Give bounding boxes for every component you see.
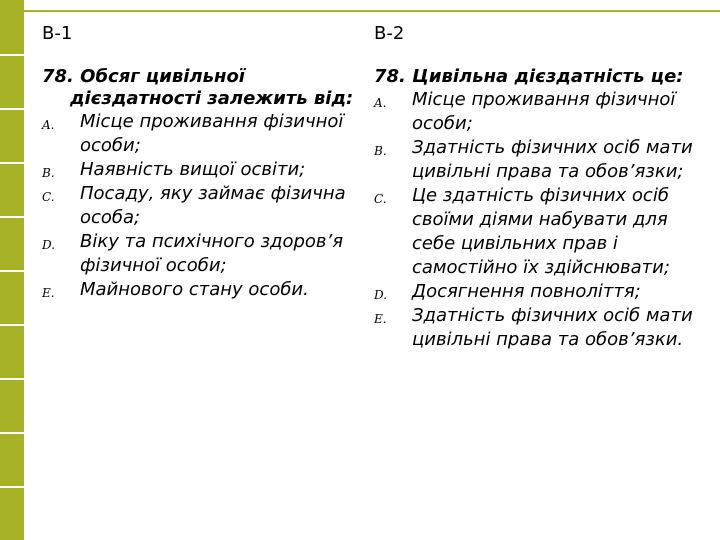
decorative-sidebar — [0, 0, 24, 540]
option-letter: B. — [374, 144, 387, 158]
variant-2-option-a — [374, 88, 704, 136]
variant-1-option-e — [42, 278, 362, 302]
variant-2-question: 78. Цивільна дієздатність це: — [374, 66, 684, 87]
option-text: Це здатність фізичних осіб своїми діями набувати для себе цивільних прав і самостійно їх здійснювати; — [412, 185, 670, 278]
variant-1-heading: В-1 — [42, 23, 73, 44]
variant-2-option-e — [374, 304, 704, 352]
variant-2-option-d — [374, 280, 704, 304]
variant-2-column — [374, 22, 704, 352]
variant-2-option-c — [374, 184, 704, 280]
option-text: Місце проживання фізичної особи; — [412, 89, 676, 134]
option-letter: E. — [42, 286, 55, 300]
option-text: Місце проживання фізичної особи; — [80, 111, 344, 156]
option-letter: C. — [42, 190, 55, 204]
option-letter: C. — [374, 192, 387, 206]
variant-1-option-d — [42, 230, 362, 278]
option-letter: B. — [42, 166, 55, 180]
option-letter: E. — [374, 312, 387, 326]
variant-1-option-c — [42, 182, 362, 230]
option-letter: A. — [374, 96, 387, 110]
option-text: Здатність фізичних осіб мати цивільні права та обов’язки; — [412, 137, 693, 182]
variant-1-question: 78. Обсяг цивільної дієздатності залежить від: — [42, 66, 354, 109]
top-rule — [24, 10, 720, 12]
option-text: Віку та психічного здоров’я фізичної особи; — [80, 231, 344, 276]
option-text: Досягнення повноліття; — [412, 281, 641, 302]
variant-1-column — [42, 22, 362, 302]
option-text: Здатність фізичних осіб мати цивільні права та обов’язки. — [412, 305, 693, 350]
option-letter: D. — [374, 288, 388, 302]
variant-1-option-b — [42, 158, 362, 182]
option-text: Посаду, яку займає фізична особа; — [80, 183, 346, 228]
option-text: Майнового стану особи. — [80, 279, 309, 300]
option-letter: D. — [42, 238, 56, 252]
option-text: Наявність вищої освіти; — [80, 159, 306, 180]
variant-2-heading: В-2 — [374, 23, 405, 44]
variant-1-option-a — [42, 110, 362, 158]
option-letter: A. — [42, 118, 55, 132]
variant-2-option-b — [374, 136, 704, 184]
